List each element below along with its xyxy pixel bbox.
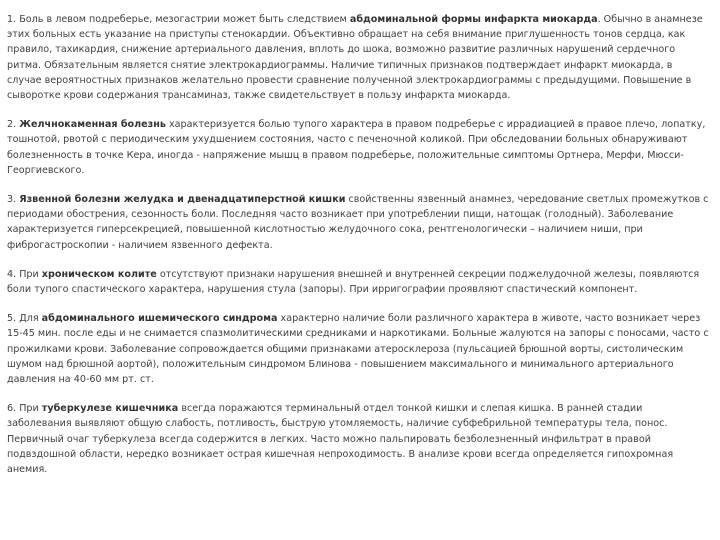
paragraph-6-text: всегда поражаются терминальный отдел тонкой кишки и слепая кишка. В ранней стадии заболевания выявляют общую слабость, потливость, быструю утомляемость, наличие субфебрильной температуры тела, понос. Первичный очаг туберкулеза всегда содержится в легких. Часто можно пальпировать безболезненный инфильтрат в правой подвздошной области, нередко возникает острая кишечная непроходимость. В анализе крови всегда определяется гипохромная анемия. — [7, 403, 674, 476]
paragraph-2-lead: 2. — [7, 119, 20, 131]
paragraph-1-text: . Обычно в анамнезе этих больных есть указание на приступы стенокардии. Объективно обращает на себя внимание приглушенность тонов сердца, как правило, тахикардия, снижение артериального давления, вплоть до шока, возможно развитие различных нарушений сердечного ритма. Обязательным является снятие электрокардиограммы. Наличие типичных признаков подтверждает инфаркт миокарда, в случае вероятностных признаков желательно провести сравнение полученной электрокардиограммы с предыдущими. Повышение в сыворотке крови содержания трансаминаз, также свидетельствует в пользу инфаркта миокарда. — [7, 14, 703, 102]
paragraph-abdominal-ischemic-syndrome — [7, 311, 709, 387]
paragraph-myocardial-infarction — [7, 12, 709, 103]
paragraph-3-term: Язвенной болезни желудка и двенадцатиперстной кишки — [19, 194, 346, 206]
paragraph-3-lead: 3. — [7, 194, 20, 206]
paragraph-4-lead: 4. При — [7, 268, 42, 280]
paragraph-5-text: характерно наличие боли различного характера в животе, часто возникает через 15-45 мин. после еды и не снимается спазмолитическими средниками и наркотиками. Больные жалуются на запоры с поносами, часто с прожилками крови. Заболевание сопровождается общими признаками атеросклероза (пульсацией брюшной ворты, систолическим шумом над брюшной аортой), положительным синдромом Блинова - повышением максимального и минимального артериального давления на 40-60 мм рт. ст. — [7, 313, 709, 386]
paragraph-6-term: туберкулезе кишечника — [41, 403, 179, 415]
paragraph-4-text: отсутствуют признаки нарушения внешней и внутренней секреции поджелудочной железы, появляются боли тупого спастического характера, нарушения стула (запоры). При ирригографии проявляют спастический компонент. — [7, 268, 700, 296]
paragraph-6-lead: 6. При — [7, 403, 42, 415]
paragraph-5-lead: 5. Для — [7, 313, 42, 325]
paragraph-1-lead: 1. Боль в левом подреберье, мезогастрии может быть следствием — [7, 14, 350, 25]
paragraph-3-text: свойственны язвенный анамнез, чередование светлых промежутков с периодами обострения, сезонность боли. Последняя часто возникает при употреблении пищи, натощак (голодный). Заболевание характеризуется гиперсекрецией, повышенной кислотностью желудочного сока, рентгенологически – наличием ниши, при фиброгастроскопии - наличием язвенного дефекта. — [7, 194, 709, 251]
paragraph-5-term: абдоминального ишемического синдрома — [41, 313, 278, 325]
paragraph-chronic-colitis — [7, 267, 709, 297]
paragraph-1-term: абдоминальной формы инфаркта миокарда — [349, 14, 598, 25]
paragraph-gallstone-disease — [7, 117, 709, 178]
paragraph-peptic-ulcer — [7, 192, 709, 253]
paragraph-2-term: Желчнокаменная болезнь — [19, 119, 166, 131]
document-body — [7, 12, 709, 491]
paragraph-2-text: характеризуется болью тупого характера в правом подреберье с иррадиацией в правое плечо, лопатку, тошнотой, рвотой с периодическим ухудшением состояния, часто с печеночной коликой. При обследовании больных обнаруживают болезненность в точке Кера, иногда - напряжение мышц в правом подреберье, положительные симптомы Ортнера, Мерфи, Мюсси-Георгиевского. — [7, 119, 706, 176]
paragraph-4-term: хроническом колите — [41, 268, 157, 280]
paragraph-intestinal-tuberculosis — [7, 401, 709, 477]
